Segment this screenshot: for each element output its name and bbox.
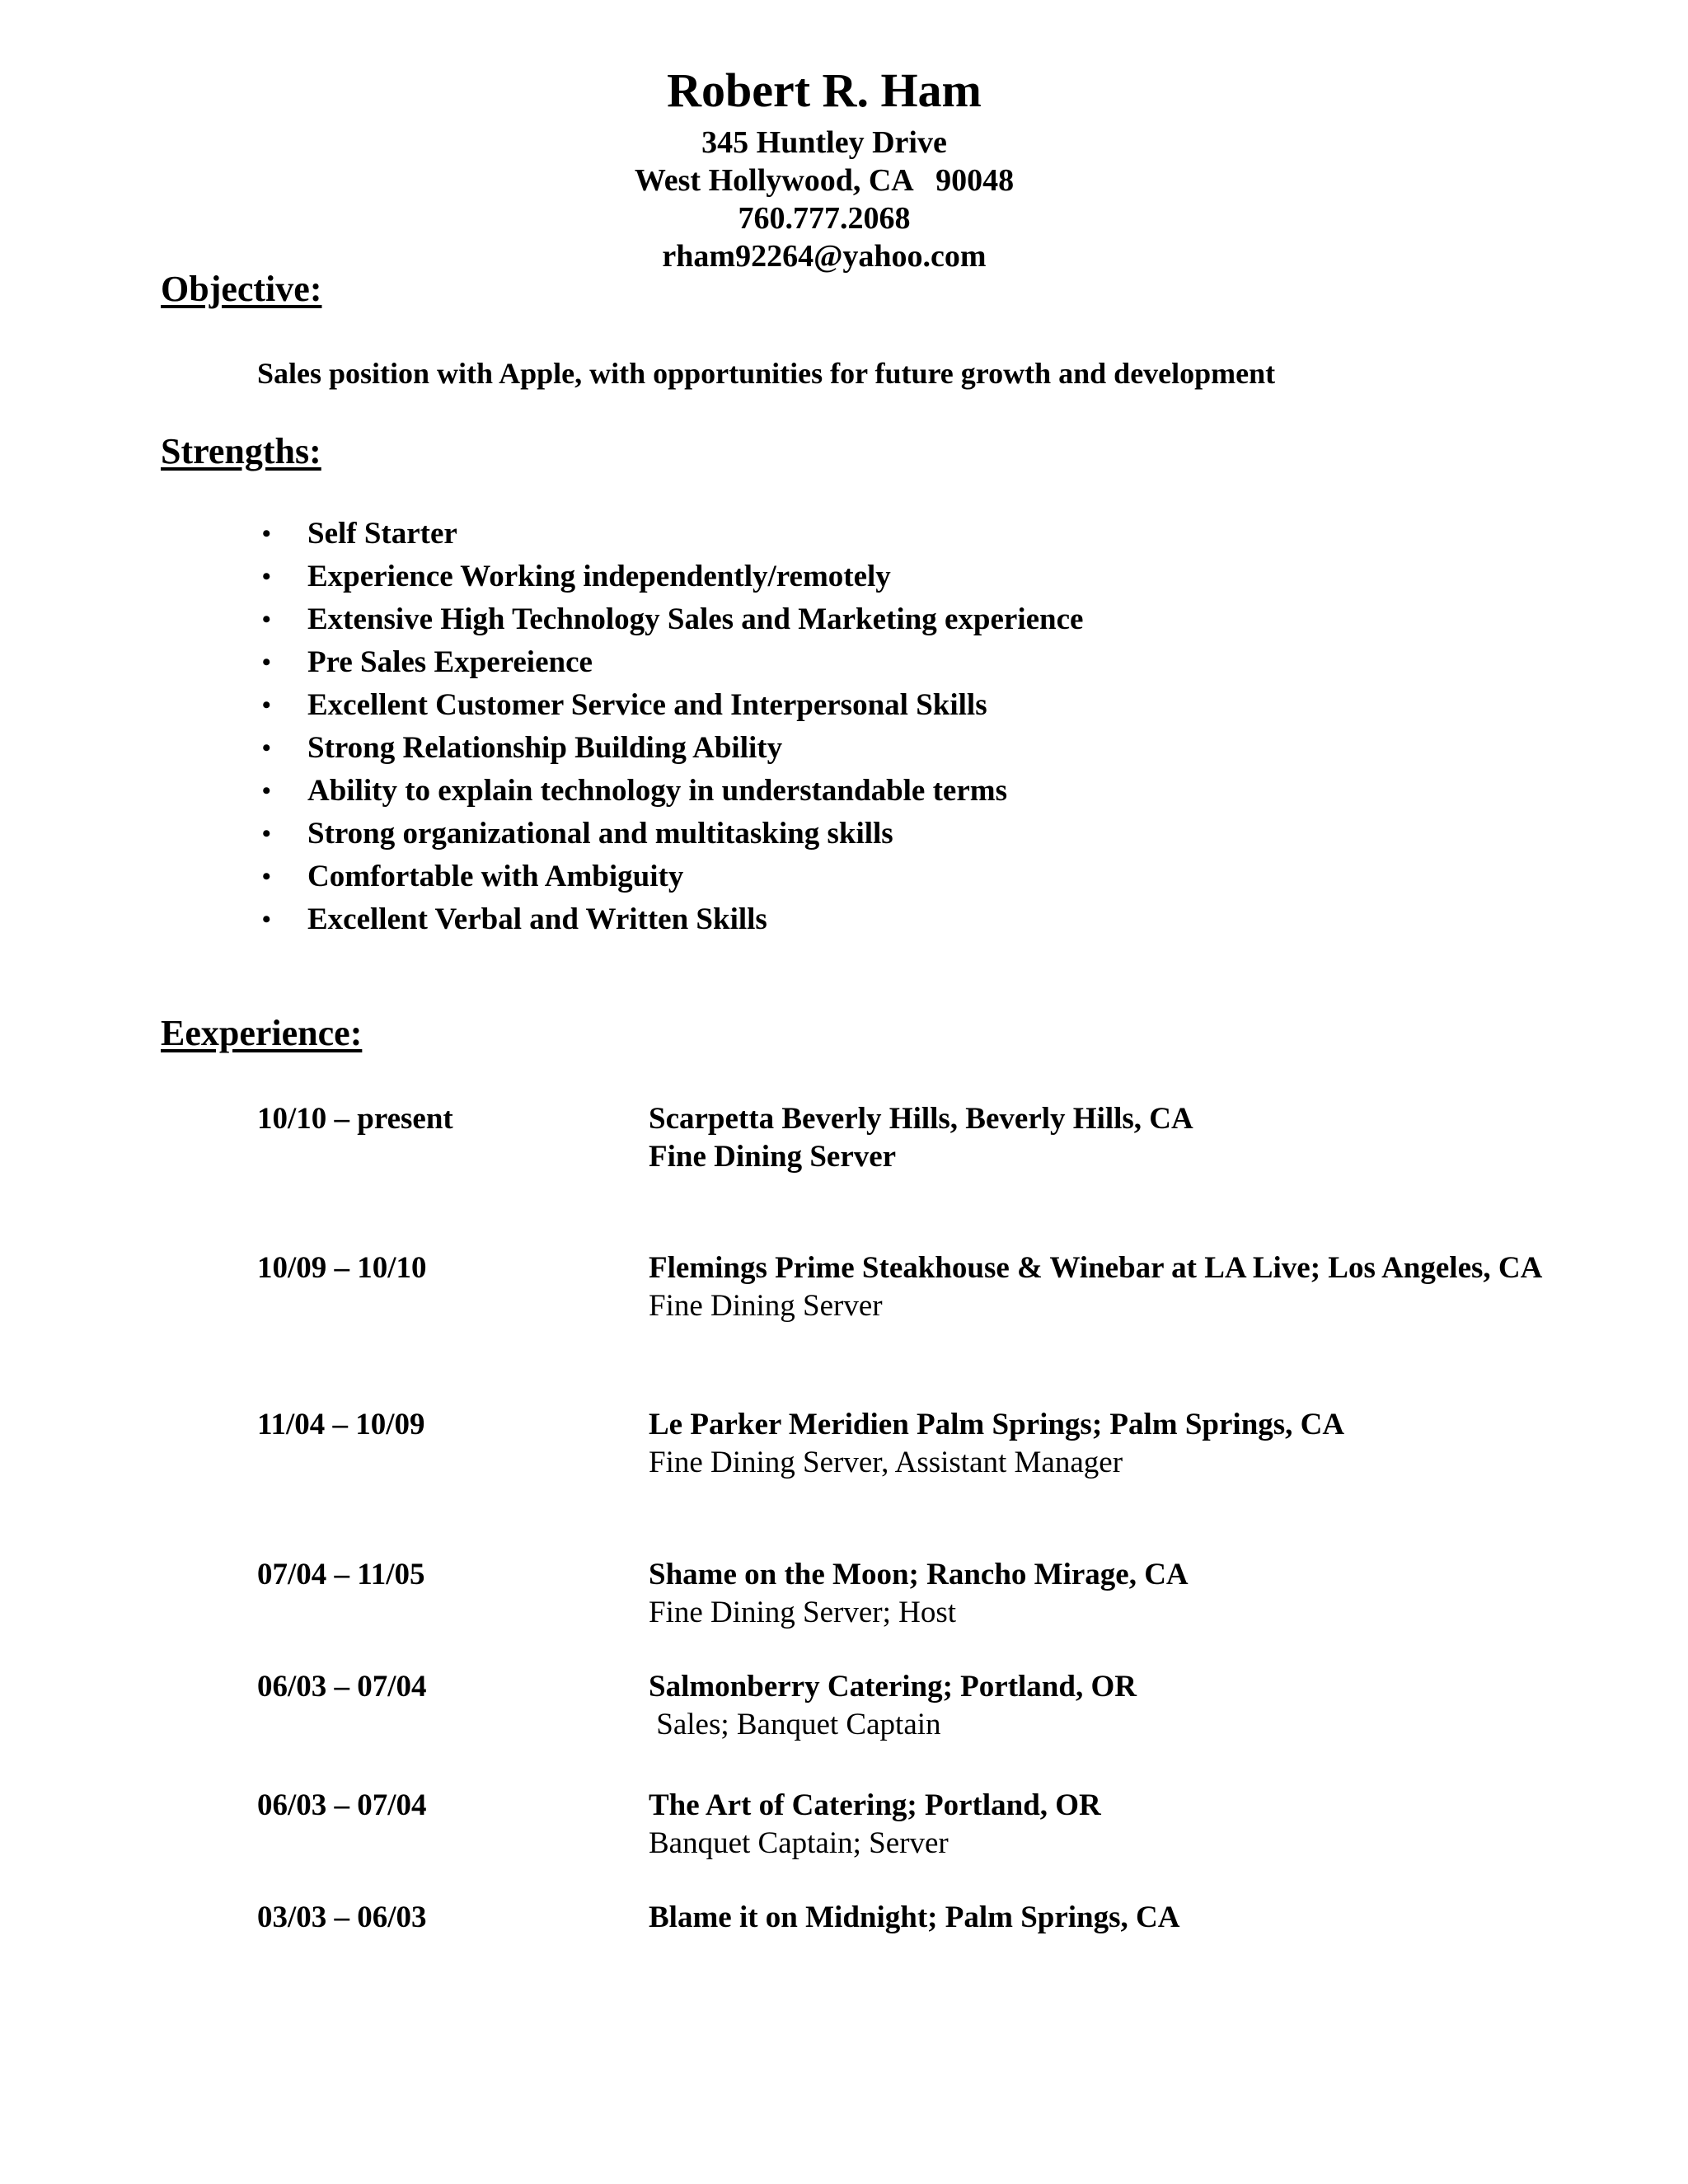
- email-address: rham92264@yahoo.com: [662, 239, 987, 274]
- list-item: [257, 598, 1083, 641]
- bullet-icon: •: [262, 563, 271, 590]
- strength-text: Strong Relationship Building Ability: [307, 731, 783, 765]
- experience-detail: [649, 1100, 1576, 1176]
- list-item: [257, 813, 1083, 855]
- job-role: Fine Dining Server: [649, 1140, 897, 1174]
- strengths-heading: Strengths:: [161, 431, 321, 471]
- address-line-2: West Hollywood, CA 90048: [634, 163, 1015, 198]
- employer-name: Shame on the Moon; Rancho Mirage, CA: [649, 1558, 1189, 1591]
- strength-text: Pre Sales Expereience: [307, 645, 593, 679]
- strength-text: Excellent Customer Service and Interpersonal Skills: [307, 688, 987, 722]
- phone-number: 760.777.2068: [738, 201, 911, 236]
- bullet-icon: •: [262, 734, 271, 762]
- list-item: [257, 513, 1083, 555]
- employer-name: The Art of Catering; Portland, OR: [649, 1788, 1101, 1822]
- bullet-icon: •: [262, 520, 271, 547]
- experience-heading: Eexperience:: [161, 1013, 363, 1053]
- experience-dates: 10/10 – present: [257, 1102, 453, 1136]
- list-item: [257, 770, 1083, 813]
- employer-name: Flemings Prime Steakhouse & Winebar at LA Live; Los Angeles, CA: [649, 1251, 1543, 1285]
- list-item: [257, 727, 1083, 770]
- experience-dates: 06/03 – 07/04: [257, 1670, 427, 1704]
- strength-text: Experience Working independently/remotely: [307, 560, 891, 593]
- list-item: [257, 855, 1083, 898]
- experience-detail: [649, 1899, 1576, 1937]
- strengths-list: [257, 513, 1083, 941]
- experience-detail: [649, 1556, 1576, 1632]
- bullet-icon: •: [262, 820, 271, 847]
- bullet-icon: •: [262, 777, 271, 804]
- experience-dates: 03/03 – 06/03: [257, 1900, 427, 1934]
- job-role: Sales; Banquet Captain: [649, 1708, 941, 1741]
- list-item: [257, 684, 1083, 727]
- experience-dates: 07/04 – 11/05: [257, 1558, 425, 1591]
- employer-name: Le Parker Meridien Palm Springs; Palm Springs, CA: [649, 1408, 1345, 1441]
- bullet-icon: •: [262, 906, 271, 933]
- strength-text: Ability to explain technology in understandable terms: [307, 774, 1007, 808]
- experience-dates: 10/09 – 10/10: [257, 1251, 427, 1285]
- list-item: [257, 555, 1083, 598]
- address-line-1: 345 Huntley Drive: [701, 125, 947, 160]
- bullet-icon: •: [262, 691, 271, 719]
- experience-detail: [649, 1787, 1576, 1863]
- list-item: [257, 898, 1083, 941]
- employer-name: Blame it on Midnight; Palm Springs, CA: [649, 1900, 1180, 1934]
- job-role: Fine Dining Server: [649, 1289, 883, 1323]
- strength-text: Excellent Verbal and Written Skills: [307, 902, 767, 936]
- experience-dates: 11/04 – 10/09: [257, 1408, 425, 1441]
- employer-name: Salmonberry Catering; Portland, OR: [649, 1670, 1137, 1704]
- job-role: Fine Dining Server, Assistant Manager: [649, 1446, 1123, 1479]
- bullet-icon: •: [262, 649, 271, 676]
- candidate-name: Robert R. Ham: [667, 63, 982, 117]
- strength-text: Strong organizational and multitasking skills: [307, 817, 893, 851]
- strength-text: Self Starter: [307, 517, 457, 551]
- bullet-icon: •: [262, 606, 271, 633]
- objective-heading: Objective:: [161, 269, 322, 309]
- resume-header: [0, 58, 1648, 275]
- experience-detail: [649, 1668, 1576, 1744]
- bullet-icon: •: [262, 863, 271, 890]
- strength-text: Comfortable with Ambiguity: [307, 860, 684, 893]
- job-role: Banquet Captain; Server: [649, 1826, 949, 1860]
- objective-text: Sales position with Apple, with opportunities for future growth and development: [257, 357, 1276, 390]
- experience-detail: [649, 1249, 1576, 1325]
- experience-dates: 06/03 – 07/04: [257, 1788, 427, 1822]
- employer-name: Scarpetta Beverly Hills, Beverly Hills, CA: [649, 1102, 1193, 1136]
- strength-text: Extensive High Technology Sales and Marketing experience: [307, 602, 1084, 636]
- experience-detail: [649, 1406, 1576, 1482]
- list-item: [257, 641, 1083, 684]
- job-role: Fine Dining Server; Host: [649, 1596, 957, 1629]
